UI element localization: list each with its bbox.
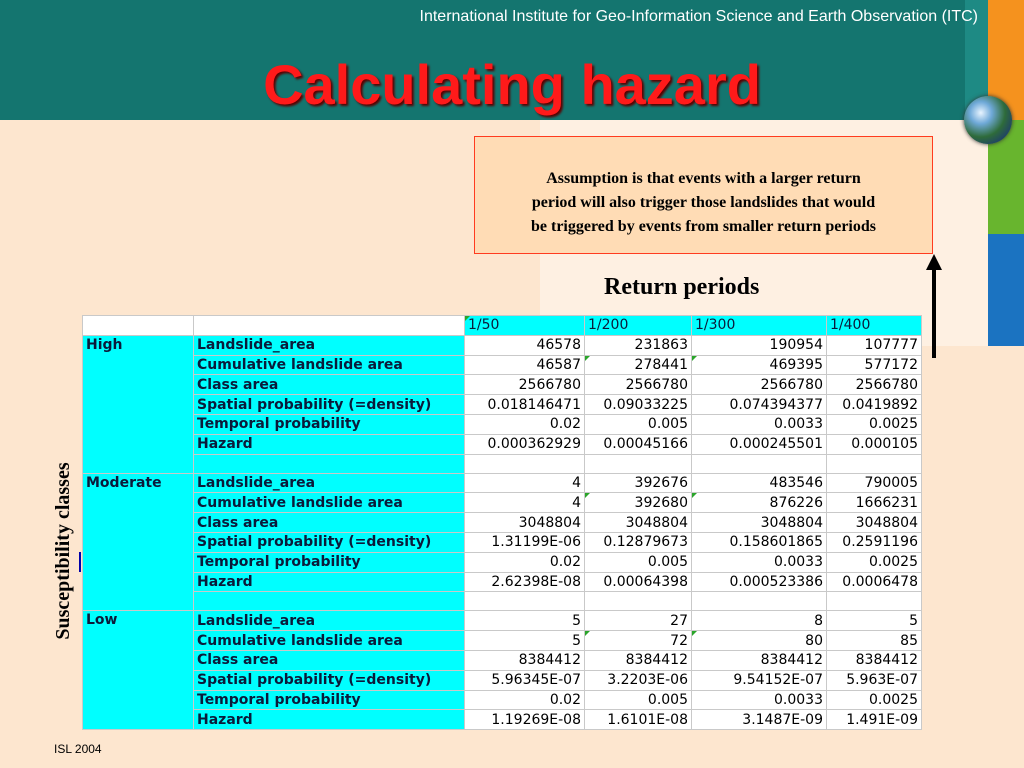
value-cell: 0.0033: [692, 552, 827, 572]
value-cell: 1666231: [827, 493, 922, 513]
value-cell: 4: [465, 493, 585, 513]
value-cell: 2566780: [585, 375, 692, 395]
table-row: [83, 513, 922, 533]
attribute-label-cell: Hazard: [194, 572, 465, 592]
attribute-label-cell: Spatial probability (=density): [194, 670, 465, 690]
attribute-label-cell: Hazard: [194, 434, 465, 454]
value-cell: 790005: [827, 473, 922, 493]
value-cell: 4: [465, 473, 585, 493]
value-cell: 3048804: [585, 513, 692, 533]
table-row: [83, 532, 922, 552]
table-row: [83, 395, 922, 415]
value-cell: 5.963E-07: [827, 670, 922, 690]
value-cell: 0.02: [465, 690, 585, 710]
value-cell: 469395: [692, 355, 827, 375]
attribute-label-cell: Temporal probability: [194, 552, 465, 572]
value-cell: 0.000245501: [692, 434, 827, 454]
attribute-label-cell: Cumulative landslide area: [194, 355, 465, 375]
value-cell: 0.0025: [827, 690, 922, 710]
value-cell: 2566780: [827, 375, 922, 395]
value-cell: 8384412: [585, 650, 692, 670]
attribute-label-cell: Spatial probability (=density): [194, 532, 465, 552]
table-row: [83, 414, 922, 434]
column-header: 1/400: [827, 316, 922, 336]
value-cell: 1.31199E-06: [465, 532, 585, 552]
header-blank-cell: [194, 316, 465, 336]
spacer-cell: [692, 592, 827, 611]
value-cell: 0.0419892: [827, 395, 922, 415]
table-row: [83, 335, 922, 355]
value-cell: 0.000523386: [692, 572, 827, 592]
value-cell: 46587: [465, 355, 585, 375]
value-cell: 0.0033: [692, 414, 827, 434]
value-cell: 0.09033225: [585, 395, 692, 415]
table-row: [83, 710, 922, 730]
hazard-table: [82, 315, 922, 730]
attribute-label-cell: Landslide_area: [194, 335, 465, 355]
header-blank-cell: [83, 316, 194, 336]
value-cell: 278441: [585, 355, 692, 375]
column-header: 1/200: [585, 316, 692, 336]
blue-stripe: [988, 234, 1024, 346]
value-cell: 876226: [692, 493, 827, 513]
column-header: 1/50: [465, 316, 585, 336]
value-cell: 0.000105: [827, 434, 922, 454]
value-cell: 190954: [692, 335, 827, 355]
assumption-line-1: Assumption is that events with a larger return: [546, 170, 861, 187]
spacer-cell: [465, 454, 585, 473]
spacer-cell: [827, 592, 922, 611]
attribute-label-cell: Landslide_area: [194, 611, 465, 631]
spacer-row: [83, 454, 922, 473]
value-cell: 0.158601865: [692, 532, 827, 552]
spacer-cell: [585, 592, 692, 611]
spacer-cell: [692, 454, 827, 473]
spacer-cell: [585, 454, 692, 473]
value-cell: 80: [692, 631, 827, 651]
value-cell: 0.018146471: [465, 395, 585, 415]
value-cell: 3048804: [692, 513, 827, 533]
spacer-cell: [194, 592, 465, 611]
value-cell: 5: [827, 611, 922, 631]
value-cell: 392680: [585, 493, 692, 513]
value-cell: 0.0025: [827, 414, 922, 434]
footer-text: ISL 2004: [54, 742, 102, 756]
susceptibility-classes-label: Susceptibility classes: [52, 462, 74, 640]
attribute-label-cell: Hazard: [194, 710, 465, 730]
value-cell: 0.02: [465, 414, 585, 434]
value-cell: 2.62398E-08: [465, 572, 585, 592]
value-cell: 483546: [692, 473, 827, 493]
table-row: [83, 434, 922, 454]
attribute-label-cell: Class area: [194, 650, 465, 670]
value-cell: 1.6101E-08: [585, 710, 692, 730]
table-row: [83, 552, 922, 572]
spacer-row: [83, 592, 922, 611]
value-cell: 577172: [827, 355, 922, 375]
table-row: [83, 493, 922, 513]
assumption-box: [474, 136, 933, 254]
attribute-label-cell: Class area: [194, 375, 465, 395]
value-cell: 1.19269E-08: [465, 710, 585, 730]
value-cell: 8: [692, 611, 827, 631]
table-row: [83, 611, 922, 631]
value-cell: 0.005: [585, 690, 692, 710]
table-row: [83, 473, 922, 493]
table-row: [83, 690, 922, 710]
value-cell: 0.2591196: [827, 532, 922, 552]
value-cell: 72: [585, 631, 692, 651]
spacer-cell: [194, 454, 465, 473]
value-cell: 0.0025: [827, 552, 922, 572]
value-cell: 0.005: [585, 414, 692, 434]
globe-icon: [964, 96, 1012, 144]
value-cell: 0.005: [585, 552, 692, 572]
assumption-line-3: be triggered by events from smaller return periods: [531, 218, 876, 235]
value-cell: 3.1487E-09: [692, 710, 827, 730]
assumption-line-2: period will also trigger those landslides that would: [531, 194, 876, 211]
value-cell: 0.074394377: [692, 395, 827, 415]
value-cell: 0.12879673: [585, 532, 692, 552]
attribute-label-cell: Class area: [194, 513, 465, 533]
attribute-label-cell: Landslide_area: [194, 473, 465, 493]
susceptibility-class-cell: High: [83, 335, 194, 473]
attribute-label-cell: Temporal probability: [194, 690, 465, 710]
column-header: 1/300: [692, 316, 827, 336]
value-cell: 0.00064398: [585, 572, 692, 592]
value-cell: 3048804: [465, 513, 585, 533]
value-cell: 2566780: [465, 375, 585, 395]
value-cell: 9.54152E-07: [692, 670, 827, 690]
value-cell: 5.96345E-07: [465, 670, 585, 690]
slide-title: Calculating hazard: [263, 53, 761, 116]
table-row: [83, 670, 922, 690]
institute-name: International Institute for Geo-Information Science and Earth Observation (ITC): [419, 8, 978, 25]
table-row: [83, 650, 922, 670]
value-cell: 0.00045166: [585, 434, 692, 454]
value-cell: 231863: [585, 335, 692, 355]
value-cell: 8384412: [827, 650, 922, 670]
table-row: [83, 631, 922, 651]
value-cell: 0.000362929: [465, 434, 585, 454]
value-cell: 27: [585, 611, 692, 631]
value-cell: 5: [465, 611, 585, 631]
susceptibility-class-cell: Low: [83, 611, 194, 730]
table-header-row: [83, 316, 922, 336]
value-cell: 0.02: [465, 552, 585, 572]
value-cell: 85: [827, 631, 922, 651]
value-cell: 0.0033: [692, 690, 827, 710]
susceptibility-class-cell: Moderate: [83, 473, 194, 611]
table-row: [83, 375, 922, 395]
arrow-shaft: [932, 268, 936, 358]
value-cell: 1.491E-09: [827, 710, 922, 730]
value-cell: 2566780: [692, 375, 827, 395]
value-cell: 8384412: [465, 650, 585, 670]
attribute-label-cell: Cumulative landslide area: [194, 631, 465, 651]
value-cell: 392676: [585, 473, 692, 493]
value-cell: 5: [465, 631, 585, 651]
attribute-label-cell: Cumulative landslide area: [194, 493, 465, 513]
spacer-cell: [827, 454, 922, 473]
value-cell: 46578: [465, 335, 585, 355]
attribute-label-cell: Temporal probability: [194, 414, 465, 434]
value-cell: 3048804: [827, 513, 922, 533]
small-marker: [79, 552, 81, 572]
attribute-label-cell: Spatial probability (=density): [194, 395, 465, 415]
table-row: [83, 355, 922, 375]
table-row: [83, 572, 922, 592]
spacer-cell: [465, 592, 585, 611]
value-cell: 8384412: [692, 650, 827, 670]
value-cell: 3.2203E-06: [585, 670, 692, 690]
value-cell: 0.0006478: [827, 572, 922, 592]
value-cell: 107777: [827, 335, 922, 355]
return-periods-label: Return periods: [604, 274, 760, 300]
